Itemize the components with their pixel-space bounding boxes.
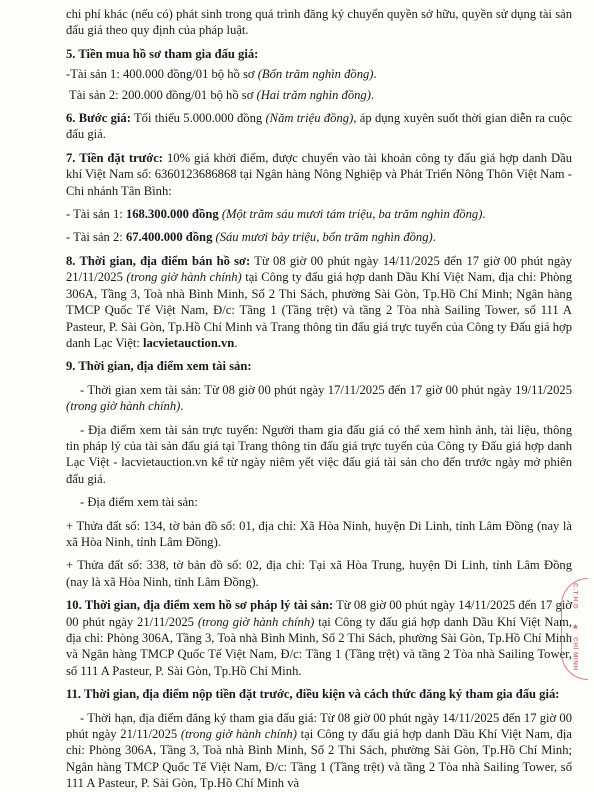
section-9-parcel-1: + Thửa đất số: 134, tờ bản đồ số: 01, địa chỉ: Xã Hòa Ninh, huyện Di Linh, tỉnh Lâm Đồng (nay là xã Hòa Ninh, tỉnh Lâm Đồng). (66, 518, 572, 549)
section-5-asset-2-text: Tài sản 2: 200.000 đồng/01 bộ hồ sơ (69, 87, 257, 102)
section-9-viewing-time-text: - Thời gian xem tài sản: Từ 08 giờ 00 phút ngày 17/11/2025 đến 17 giờ 00 phút ngày 19/11/2025 (80, 382, 572, 397)
section-8-text: Từ 08 giờ 00 phút ngày 14/11/2025 đến 17 giờ 00 phút ngày 21/11/2025 (66, 253, 572, 285)
section-6-text: Tối thiểu 5.000.000 đồng (130, 111, 266, 126)
section-9-hours-note: (trong giờ hành chính) (66, 399, 181, 414)
section-5-asset-1-words: (Bốn trăm nghìn đồng) (257, 67, 374, 82)
section-10-paragraph (66, 597, 572, 679)
section-11-registration (66, 710, 572, 792)
section-5-heading: 5. Tiền mua hồ sơ tham gia đấu giá: (66, 46, 259, 61)
section-5-asset-1-text: -Tài sản 1: 400.000 đồng/01 bộ hồ sơ (66, 67, 258, 82)
section-7-asset-2-amount: 67.400.000 đồng (125, 230, 213, 245)
section-6-text-end: , áp dụng xuyên suốt thời gian diễn ra cuộc đấu giá. (66, 111, 572, 142)
section-10-hours-note: (trong giờ hành chính) (197, 614, 315, 629)
section-10-text: Từ 08 giờ 00 phút ngày 14/11/2025 đến 17 giờ 00 phút ngày 21/11/2025 (66, 598, 572, 629)
section-5-asset-2-end: . (370, 87, 375, 102)
section-7-asset-1-words: (Một trăm sáu mươi tám triệu, ba trăm nghìn đồng) (218, 207, 483, 222)
section-7-asset-2-end: . (432, 230, 436, 245)
section-6-words: (Năm triệu đồng) (265, 111, 354, 126)
section-7-asset-1-end: . (482, 207, 486, 222)
section-10-heading: 10. Thời gian, địa điểm xem hồ sơ pháp lý tài sản: (66, 598, 334, 613)
section-9-viewing-location: - Địa điểm xem tài sản: (80, 495, 198, 510)
section-7-asset-2 (66, 229, 572, 245)
section-8-paragraph (66, 253, 572, 351)
section-11-hours-note: (trong giờ hành chính) (180, 727, 297, 742)
section-11-heading: 11. Thời gian, địa điểm nộp tiền đặt trước, điều kiện và cách thức đăng ký tham gia đấu giá: (66, 687, 560, 702)
section-7-asset-1-label: - Tài sản 1: (66, 207, 126, 222)
section-9-online-viewing: - Địa điểm xem tài sản trực tuyến: Người tham gia đấu giá có thể xem hình ảnh, tài liệu, thông tin pháp lý của tài sản đấu giá tại Trang thông tin đấu giá trực tuyến của Công ty Đấu giá hợp danh Lạc Việt - lacvietauction.vn kể từ ngày niêm yết việc đấu giá tài sản cho đến trước ngày mở phiên đấu giá. (66, 422, 572, 486)
section-5-asset-2 (66, 87, 572, 103)
section-9-viewing-time (66, 382, 572, 415)
section-6-paragraph (66, 110, 572, 143)
section-7-asset-1-amount: 168.300.000 đồng (125, 207, 219, 222)
section-7-asset-2-label: - Tài sản 2: (66, 230, 126, 245)
section-8-end: . (234, 335, 238, 350)
intro-paragraph: chi phí khác (nếu có) phát sinh trong quá trình đăng ký chuyển quyền sở hữu, quyền sử dụng tài sản đấu giá theo quy định của pháp luật. (66, 7, 572, 38)
section-10-text-2: tại Công ty đấu giá hợp danh Dầu Khí Việt Nam, địa chỉ: Phòng 306A, Tầng 3, Toà nhà Bình Minh, Số 2 Thi Sách, phường Sài Gòn, Tp.Hồ Chí Minh và Ngân hàng TMCP Quốc Tế Việt Nam, Đ/c: Tầng 1 (Tầng trệt) và tầng 2 Tòa nhà Sailing Tower, số 111 A Pasteur, P. Sài Gòn, Tp.Hồ Chí Minh. (66, 614, 573, 678)
section-7-paragraph (66, 150, 572, 199)
section-9-heading: 9. Thời gian, địa điểm xem tài sản: (66, 359, 252, 374)
section-5-asset-1-end: . (373, 67, 377, 82)
section-8-text-2: tại Công ty đấu giá hợp danh Dầu Khí Việt Nam, địa chỉ: Phòng 306A, Tầng 3, Toà nhà Bình Minh, Số 2 Thi Sách, phường Sài Gòn, Tp.Hồ Chí Minh; Ngân hàng TMCP Quốc Tế Việt Nam, Đ/c: Tầng 1 (Tầng trệt) và tầng 2 Tòa nhà Sailing Tower, số 111 A Pasteur, P. Sài Gòn, Tp.Hồ Chí Minh và Trang thông tin đấu giá trực tuyến của Công ty Đấu giá hợp danh Lạc Việt: (66, 270, 573, 350)
section-8-heading: 8. Thời gian, địa điểm bán hồ sơ: (66, 253, 251, 268)
stamp-star-icon: ★ (571, 623, 579, 632)
section-8-hours-note: (trong giờ hành chính) (126, 270, 242, 285)
section-7-text: 10% giá khởi điểm, được chuyển vào tài khoản công ty đấu giá hợp danh Dầu khí Việt Nam số: 6360123686868 tại Ngân hàng Nông Nghiệp và Phát Triển Nông Thôn Việt Nam - Chi nhánh Tân Bình: (66, 150, 572, 198)
section-7-heading: 7. Tiền đặt trước: (66, 150, 163, 165)
section-9-parcel-2: + Thửa đất số: 338, tờ bản đồ số: 02, địa chỉ: Tại xã Hòa Trung, huyện Di Linh, tỉnh Lâm Đồng (nay là xã Hòa Ninh, tỉnh Lâm Đồng). (66, 558, 572, 589)
section-11-registration-text: - Thời hạn, địa điểm đăng ký tham gia đấu giá: Từ 08 giờ 00 phút ngày 14/11/2025 đến 17 giờ 00 phút ngày 21/11/2025 (66, 710, 572, 742)
section-5-asset-2-words: (Hai trăm nghìn đồng) (256, 87, 371, 102)
section-11-registration-text-2: tại Công ty đấu giá hợp danh Dầu Khí Việt Nam, địa chỉ: Phòng 306A, Tầng 3, Toà nhà Bình Minh, Số 2 Thi Sách, phường Sài Gòn, Tp.Hồ Chí Minh; Ngân hàng TMCP Quốc Tế Việt Nam, Đ/c: Tầng 1 (Tầng trệt) và tầng 2 Tòa nhà Sailing Tower, số 111 A Pasteur, P. Sài Gòn, Tp.Hồ Chí Minh và (66, 727, 572, 791)
stamp-text-bottom: CHÍ MINH (571, 637, 579, 671)
section-7-asset-1 (66, 206, 572, 222)
section-6-heading: 6. Bước giá: (66, 111, 131, 126)
section-7-asset-2-words: (Sáu mươi bảy triệu, bốn trăm nghìn đồng) (212, 230, 433, 245)
section-5-asset-1 (66, 66, 572, 82)
section-9-viewing-time-end: . (180, 399, 184, 414)
company-seal-stamp (561, 578, 588, 680)
section-8-website: lacvietauction.vn (143, 335, 235, 350)
stamp-text-top: C.T.H.D (571, 583, 579, 610)
